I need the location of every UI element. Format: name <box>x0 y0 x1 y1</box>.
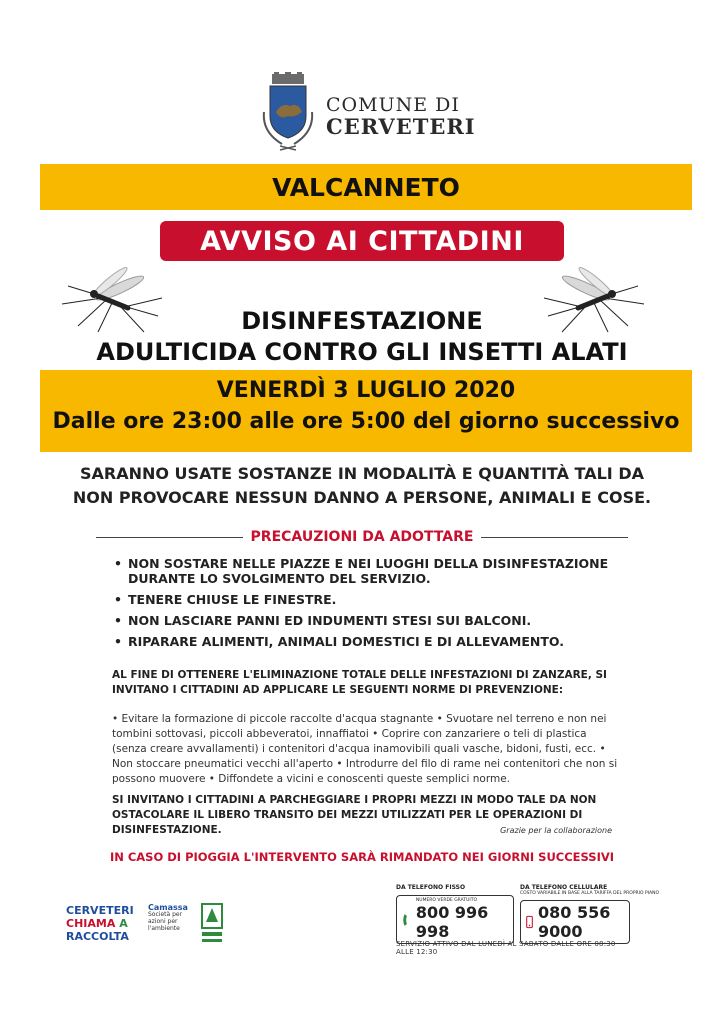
parking-notice: SI INVITANO I CITTADINI A PARCHEGGIARE I PROPRI MEZZI IN MODO TALE DA NON OSTACOLARE IL LIBERO TRANSITO DEI MEZZI UTILIZZATI PER LE OPERAZIONI DI DISINFESTAZIONE. <box>112 794 597 836</box>
event-date: VENERDÌ 3 LUGLIO 2020 <box>216 378 516 403</box>
divider <box>96 537 243 538</box>
cerveteri-raccolta-logo <box>66 904 134 943</box>
landline-number[interactable]: 800 996 998 <box>415 903 489 941</box>
prevention-intro: AL FINE DI OTTENERE L'ELIMINAZIONE TOTALE DELLE INFESTAZIONI DI ZANZARE, SI INVITANO I CITTADINI AD APPLICARE LE SEGUENTI NORME DI PREVENZIONE: <box>112 669 607 696</box>
landline-sub: NUMERO VERDE GRATUITO <box>415 898 478 903</box>
event-hours: Dalle ore 23:00 alle ore 5:00 del giorno successivo <box>52 409 680 434</box>
coat-of-arms-icon <box>258 72 318 152</box>
disinfestation-line2: ADULTICIDA CONTRO GLI INSETTI ALATI <box>96 338 628 366</box>
precautions-title: PRECAUZIONI DA ADOTTARE <box>250 529 474 545</box>
precautions-list <box>114 556 634 655</box>
mobile-label: DA TELEFONO CELLULARE <box>520 884 608 891</box>
safety-line1: SARANNO USATE SOSTANZE IN MODALITÀ E QUANTITÀ TALI DA <box>79 464 644 483</box>
recycle-logo-icon <box>200 902 224 946</box>
place-name: VALCANNETO <box>272 172 460 202</box>
comune-line2: CERVETERI <box>326 114 476 139</box>
place-banner <box>40 164 692 210</box>
prevention-rules: • Evitare la formazione di piccole raccolte d'acqua stagnante • Svuotare nel terreno e non nei tombini sottovasi, piccoli abbeveratoi, innaffiatoi • Coprire con zanzariere o teli di plastica (senza creare avvallamenti) i contenitori d'acqua inamovibili quali vasche, bidoni, fusti, ecc. • Non stoccare pneumatici vecchi all'aperto • Introdurre del filo di rame nei contenitori che non si possono muovere • Diffondete a vicini e conoscenti queste semplici norme. <box>112 713 618 785</box>
camassa-tagline: Società per azioni per l'ambiente <box>148 911 183 932</box>
list-item: • NON LASCIARE PANNI ED INDUMENTI STESI SUI BALCONI. <box>114 613 634 628</box>
landline-label: DA TELEFONO FISSO <box>396 884 466 891</box>
mobile-number[interactable]: 080 556 9000 <box>538 903 611 941</box>
mobile-phone-icon <box>526 913 533 931</box>
list-item: • TENERE CHIUSE LE FINESTRE. <box>114 592 634 607</box>
comune-line1: COMUNE DI <box>326 94 460 116</box>
notice-banner <box>160 221 564 261</box>
precautions-heading <box>96 528 628 546</box>
logo-line: RACCOLTA <box>66 930 129 943</box>
safety-line2: NON PROVOCARE NESSUN DANNO A PERSONE, ANIMALI E COSE. <box>72 488 652 507</box>
mobile-sub: COSTO VARIABILE IN BASE ALLA TARIFFA DEL PROPRIO PIANO <box>520 891 659 896</box>
notice-title: AVVISO AI CITTADINI <box>200 225 524 257</box>
phone-handset-icon <box>402 912 412 928</box>
camassa-name: Camassa <box>148 903 188 912</box>
list-item: • NON SOSTARE NELLE PIAZZE E NEI LUOGHI DELLA DISINFESTAZIONE DURANTE LO SVOLGIMENTO DEL SERVIZIO. <box>114 556 634 586</box>
mobile-number-box[interactable] <box>520 900 630 944</box>
landline-number-box[interactable] <box>396 895 514 944</box>
landline-contact <box>396 884 514 944</box>
logo-line: A <box>119 917 128 930</box>
disinfestation-title <box>0 306 724 368</box>
disinfestation-line1: DISINFESTAZIONE <box>241 307 483 335</box>
mobile-contact <box>520 884 659 944</box>
logo-line: CERVETERI <box>66 904 134 917</box>
date-banner <box>40 370 692 452</box>
divider <box>481 537 628 538</box>
comune-title <box>326 94 476 138</box>
safety-statement <box>0 462 724 510</box>
camassa-logo <box>148 904 188 932</box>
list-item: • RIPARARE ALIMENTI, ANIMALI DOMESTICI E DI ALLEVAMENTO. <box>114 634 634 649</box>
thanks-note: Grazie per la collaborazione <box>500 826 612 835</box>
logo-line: CHIAMA <box>66 917 116 930</box>
rain-notice: IN CASO DI PIOGGIA L'INTERVENTO SARÀ RIMANDATO NEI GIORNI SUCCESSIVI <box>109 850 615 864</box>
service-hours: SERVIZIO ATTIVO DAL LUNEDÌ AL SABATO DALLE ORE 08:30 ALLE 12:30 <box>396 940 616 956</box>
